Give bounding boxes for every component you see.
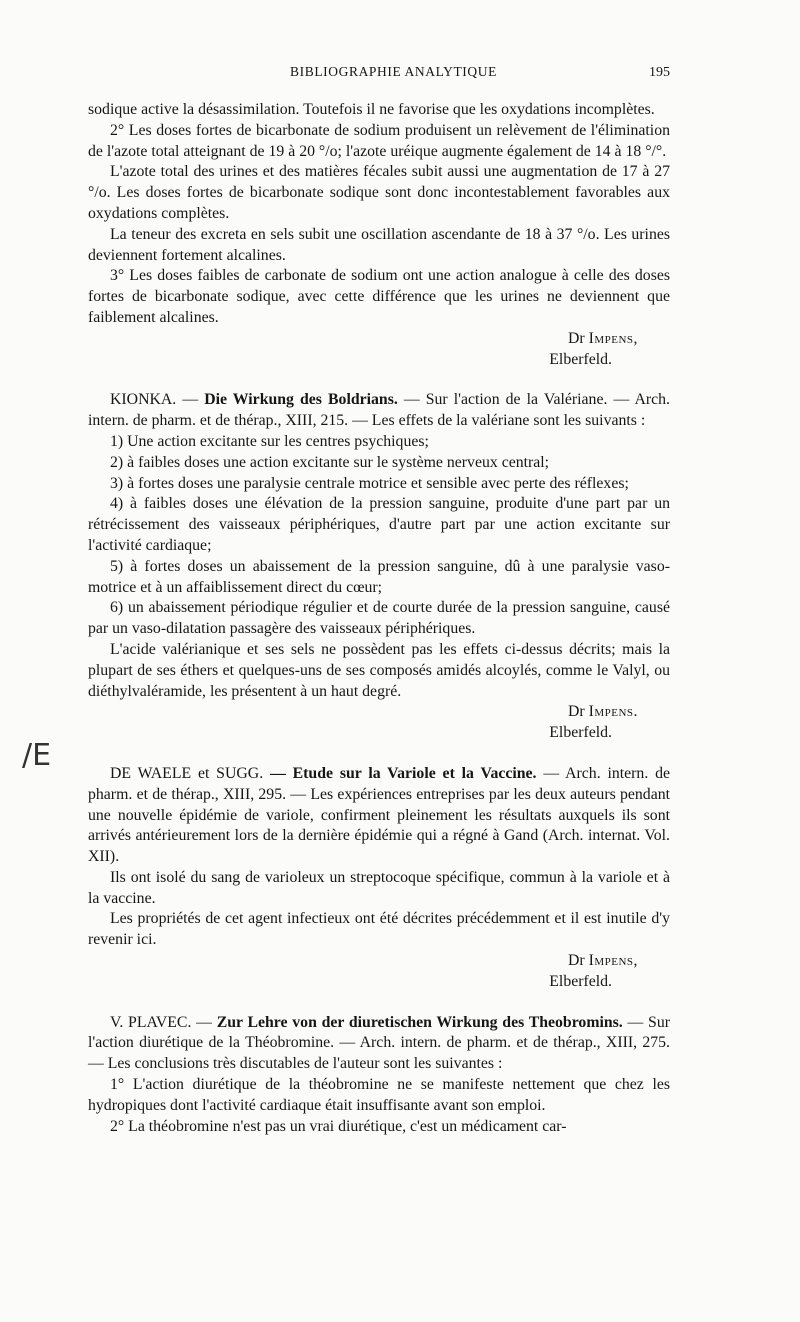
review-de-waele: [88, 764, 670, 993]
signature: [88, 329, 670, 350]
review-author: KIONKA.: [110, 391, 177, 409]
signature-location: Elberfeld.: [549, 972, 612, 990]
review-author: DE WAELE et SUGG.: [110, 764, 264, 782]
list-item: 4) à faibles doses une élévation de la pression sanguine, produite d'une part par un rétrécissement des vaisseaux périphériques, d'autre part par une action excitante sur l'activité cardiaque;: [88, 495, 670, 554]
signature-name: Impens,: [588, 952, 638, 970]
signature-title: Dr: [567, 703, 585, 721]
review-citation: — Sur l'action diurétique de la Théobromine. — Arch. intern. de pharm. et de thérap., XIII, 275. — Les conclusions très discutables de l'auteur sont les suivantes :: [88, 1013, 670, 1073]
signature: [88, 951, 670, 972]
paragraph: Ils ont isolé du sang de varioleux un streptocoque spécifique, commun à la variole et à la vaccine.: [88, 868, 670, 907]
review-title: Zur Lehre von der diuretischen Wirkung des Theobromins.: [216, 1013, 623, 1031]
review-title: Die Wirkung des Boldrians.: [204, 391, 398, 409]
review-citation: — Sur l'action de la Valériane. — Arch. intern. de pharm. et de thérap., XIII, 215. — Les effets de la valériane sont les suivants :: [88, 391, 670, 430]
running-title: BIBLIOGRAPHIE ANALYTIQUE: [290, 64, 497, 79]
signature-title: Dr: [567, 952, 585, 970]
review-heading: V. PLAVEC. — Zur Lehre von der diuretischen Wirkung des Theobromins. — Sur l'action diurétique de la Théobromine. — Arch. intern. de pharm. et de thérap., XIII, 275. — Les conclusions très discutables de l'auteur sont les suivantes :: [88, 1013, 670, 1073]
list-item: 1) Une action excitante sur les centres psychiques;: [110, 432, 429, 450]
signature-location: Elberfeld.: [549, 350, 612, 368]
review-heading: [88, 764, 670, 868]
signature-title: Dr: [567, 329, 585, 347]
paragraph: La teneur des excreta en sels subit une oscillation ascendante de 18 à 37 °/o. Les urines deviennent fortement alcalines.: [88, 225, 670, 264]
review-title: — Etude sur la Variole et la Vaccine.: [270, 764, 537, 782]
review-plavec: [88, 1013, 670, 1138]
list-item: 5) à fortes doses un abaissement de la pression sanguine, dû à une paralysie vaso-motrice et à un affaiblissement direct du cœur;: [88, 557, 670, 596]
review-kionka: [88, 390, 670, 744]
page-number: 195: [649, 65, 670, 80]
list-item: 6) un abaissement périodique régulier et de courte durée de la pression sanguine, causé par un vaso-dilatation passagère des vaisseaux périphériques.: [88, 599, 670, 638]
running-header: [88, 62, 670, 86]
paragraph: 1° L'action diurétique de la théobromine ne se manifeste nettement que chez les hydropiques dont l'activité cardiaque était insuffisante avant son emploi.: [88, 1076, 670, 1114]
page-content: [88, 62, 670, 1137]
signature-name: Impens.: [588, 703, 638, 721]
list-item: 2) à faibles doses une action excitante sur le système nerveux central;: [110, 453, 550, 471]
signature: [88, 702, 670, 723]
review-continuation: [88, 100, 670, 370]
paragraph: 3° Les doses faibles de carbonate de sodium ont une action analogue à celle des doses fortes de bicarbonate sodique, avec cette différence que les urines ne deviennent que faiblement alcalines.: [88, 267, 670, 326]
paragraph: L'azote total des urines et des matières fécales subit aussi une augmentation de 17 à 27 °/o. Les doses fortes de bicarbonate sodique sont donc incontestablement favorables aux oxydations complètes.: [88, 163, 670, 222]
paragraph: sodique active la désassimilation. Toutefois il ne favorise que les oxydations incomplètes.: [88, 101, 655, 118]
paragraph: L'acide valérianique et ses sels ne possèdent pas les effets ci-dessus décrits; mais la plupart de ses éthers et quelques-uns de ses composés amidés alcoylés, comme le Valyl, ou diéthylvaléramide, les présentent à un haut degré.: [88, 640, 670, 700]
list-item: 3) à fortes doses une paralysie centrale motrice et sensible avec perte des réflexes;: [110, 474, 629, 492]
review-author: V. PLAVEC.: [110, 1013, 192, 1031]
paragraph: Les propriétés de cet agent infectieux ont été décrites précédemment et il est inutile d'y revenir ici.: [88, 910, 670, 949]
paragraph: 2° La théobromine n'est pas un vrai diurétique, c'est un médicament car-: [110, 1117, 567, 1135]
handwritten-margin-note: /E: [22, 738, 52, 773]
signature-name: Impens,: [588, 329, 638, 347]
review-heading: KIONKA. — Die Wirkung des Boldrians. — Sur l'action de la Valériane. — Arch. intern. de pharm. et de thérap., XIII, 215. — Les effets de la valériane sont les suivants :: [88, 391, 670, 430]
paragraph: 2° Les doses fortes de bicarbonate de sodium produisent un relèvement de l'élimination de l'azote total atteignant de 19 à 20 °/o; l'azote uréique augmente également de 14 à 18 °/°.: [88, 121, 670, 160]
review-citation: — Arch. intern. de pharm. et de thérap., XIII, 295. — Les expériences entreprises par les deux auteurs pendant une nouvelle épidémie de variole, confirment pleinement les résultats auxquels ils sont arrivés antérieurement lors de la dernière épidémie qui a régné à Gand (Arch. internat. Vol. XII).: [88, 764, 671, 866]
signature-location: Elberfeld.: [549, 724, 612, 742]
